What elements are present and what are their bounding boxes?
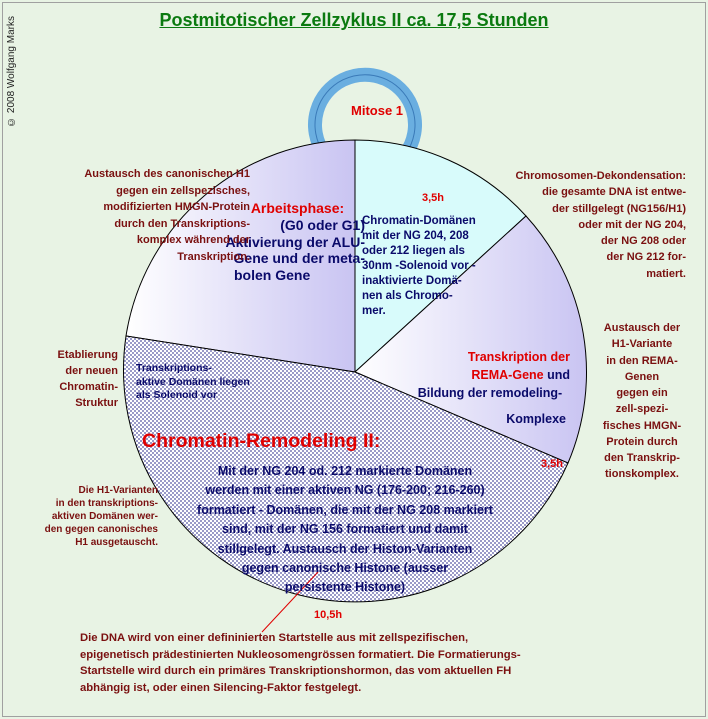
left-top-line-2: gegen ein zellspezisches, — [116, 184, 250, 197]
left-bottom-line-5: H1 ausgetauscht. — [75, 537, 158, 548]
chromatin-line-5: inaktivierte Domä- — [362, 274, 462, 287]
right-mid-line-4: Genen — [624, 370, 660, 383]
left-bottom-line-3: aktiven Domänen wer- — [51, 511, 158, 522]
right-top-line-5: der NG 208 oder — [601, 235, 686, 248]
chromatin-line-7: mer. — [362, 304, 386, 317]
left-mid-line-1: Etablierung — [57, 349, 118, 361]
remodeling-line-2: werden mit einer aktiven NG (176-200; 216-260) — [205, 483, 485, 498]
remodeling-line-6: gegen canonische Histone (ausser — [241, 560, 449, 575]
bottom-line-3: Startstelle wird durch ein primäres Transkriptionshormon, das vom aktuellen FH — [80, 665, 512, 678]
right-top-line-6: der NG 212 for- — [606, 251, 686, 264]
right-mid-line-8: Protein durch — [606, 435, 678, 448]
right-mid-line-7: fisches HMGN- — [602, 419, 682, 432]
rema-gene-label: REMA-Gene — [471, 368, 544, 383]
remodeling-line-1: Mit der NG 204 od. 212 markierte Domänen — [217, 464, 473, 478]
rema-line-2 — [400, 366, 580, 384]
arbeitsphase-line-1: (G0 oder G1) — [280, 216, 365, 233]
arbeitsphase-line-4: bolen Gene — [234, 267, 311, 284]
right-top-annotation — [436, 168, 686, 282]
rema-line-1: Transkription der — [467, 350, 570, 364]
right-mid-line-6: zell-spezi- — [615, 403, 669, 416]
left-mid-annotation — [28, 348, 118, 412]
right-top-line-2: die gesamte DNA ist entwe- — [542, 186, 686, 199]
left-bottom-line-4: den gegen canonisches — [44, 524, 158, 535]
right-mid-line-2: H1-Variante — [611, 338, 673, 351]
copyright-text: © 2008 Wolfgang Marks — [6, 16, 17, 127]
time-bottom-label: 10,5h — [314, 609, 343, 621]
right-mid-line-10: tionskomplex. — [605, 468, 679, 481]
right-top-line-4: oder mit der NG 204, — [578, 218, 686, 231]
transkriptions-line-1: Transkriptions- — [136, 362, 212, 374]
right-mid-line-1: Austausch der — [603, 322, 681, 334]
left-mid-line-2: der neuen — [65, 364, 118, 377]
right-top-line-3: der stillgelegt (NG156/H1) — [552, 202, 686, 215]
mitose-label: Mitose 1 — [351, 103, 404, 118]
right-top-line-1: Chromosomen-Dekondensation: — [515, 170, 686, 182]
left-top-annotation — [30, 166, 250, 265]
arbeitsphase-line-3: Gene und der meta- — [233, 250, 365, 267]
remodeling-line-3: formatiert - Domänen, die mit der NG 208 markiert — [197, 502, 493, 517]
chromatin-line-2: mit der NG 204, 208 — [362, 229, 469, 242]
transkriptions-active-block — [136, 362, 250, 403]
time-right-label: 3,5h — [541, 458, 564, 470]
chromatin-line-1: Chromatin-Domänen — [362, 215, 476, 227]
right-mid-line-3: in den REMA- — [606, 354, 678, 367]
left-top-line-6: Transkription. — [177, 250, 250, 263]
left-top-line-4: durch den Transkriptions- — [114, 217, 250, 230]
bottom-line-2: epigenetisch prädestinierten Nukleosomengrössen formatiert. Die Formatierungs- — [80, 648, 521, 661]
rema-line-2-rest: und — [543, 368, 570, 383]
remodeling-heading: Chromatin-Remodeling II: — [142, 430, 381, 452]
right-top-line-7: matiert. — [646, 267, 686, 280]
bottom-paragraph — [80, 630, 680, 697]
left-top-line-1: Austausch des canonischen H1 — [84, 168, 250, 180]
remodeling-line-7: persistente Histone) — [284, 580, 406, 595]
left-top-line-5: komplex während der — [136, 234, 250, 246]
remodeling-block — [130, 462, 560, 598]
left-mid-line-4: Struktur — [75, 396, 118, 409]
right-mid-line-5: gegen ein — [616, 387, 668, 400]
arbeitsphase-heading: Arbeitsphase: — [250, 200, 345, 216]
arbeitsphase-line-2: Aktivierung der ALU- — [225, 233, 365, 250]
rema-line-3: Bildung der remodeling- — [417, 386, 563, 401]
remodeling-line-4: sind, mit der NG 156 formatiert und damit — [222, 522, 468, 537]
page-title: Postmitotischer Zellzyklus II ca. 17,5 Stunden — [159, 10, 549, 30]
chromatin-line-4: 30nm -Solenoid vor - — [362, 259, 476, 272]
chromatin-line-3: oder 212 liegen als — [362, 244, 465, 257]
left-bottom-line-2: in den transkriptions- — [55, 498, 158, 509]
left-mid-line-3: Chromatin- — [59, 380, 118, 393]
right-mid-annotation — [586, 320, 698, 483]
left-top-line-3: modifizierten HMGN-Protein — [103, 201, 250, 213]
chromatin-line-6: nen als Chromo- — [362, 289, 453, 302]
bottom-line-1: Die DNA wird von einer defininierten Startstelle aus mit zellspezifischen, — [80, 632, 469, 644]
remodeling-line-5: stillgelegt. Austausch der Histon-Varianten — [217, 541, 473, 556]
transkriptions-line-3: als Solenoid vor — [136, 389, 218, 402]
rema-block — [400, 348, 580, 429]
time-top-label: 3,5h — [422, 192, 445, 204]
left-bottom-line-1: Die H1-Varianten — [78, 485, 158, 496]
rema-line-4: Komplexe — [506, 412, 566, 427]
right-mid-line-9: den Transkrip- — [604, 452, 680, 465]
transkriptions-line-2: aktive Domänen liegen — [136, 375, 250, 388]
left-bottom-annotation — [8, 484, 158, 549]
bottom-line-4: abhängig ist, oder einen Silencing-Faktor festgelegt. — [80, 682, 362, 695]
